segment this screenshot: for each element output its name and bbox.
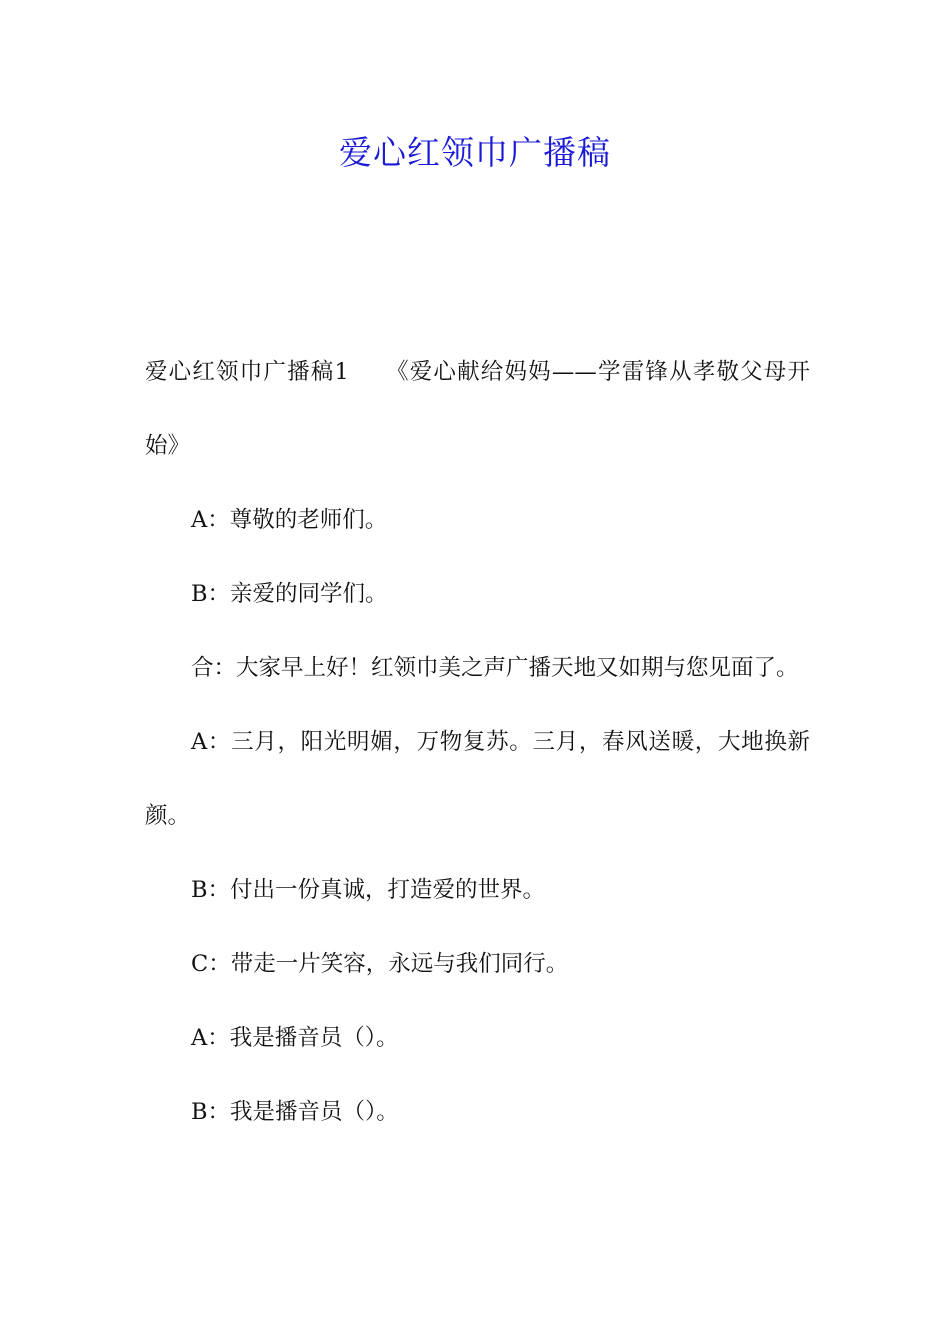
paragraph: B：付出一份真诚，打造爱的世界。	[191, 877, 546, 903]
paragraph: A：尊敬的老师们。	[191, 507, 388, 533]
paragraph: B：我是播音员（）。	[191, 1099, 399, 1125]
paragraph: A：我是播音员（）。	[191, 1025, 399, 1051]
paragraph: C：带走一片笑容，永远与我们同行。	[191, 951, 569, 977]
paragraph: A：三月，阳光明媚，万物复苏。三月，春风送暖，大地换新颜。	[145, 729, 810, 829]
document-title: 爱心红领巾广播稿	[339, 133, 611, 172]
paragraph: 合：大家早上好！红领巾美之声广播天地又如期与您见面了。	[191, 655, 799, 681]
paragraph: B：亲爱的同学们。	[191, 581, 388, 607]
document-body	[145, 335, 810, 1149]
paragraph-heading: 爱心红领巾广播稿1 《爱心献给妈妈——学雷锋从孝敬父母开始》	[145, 359, 810, 459]
